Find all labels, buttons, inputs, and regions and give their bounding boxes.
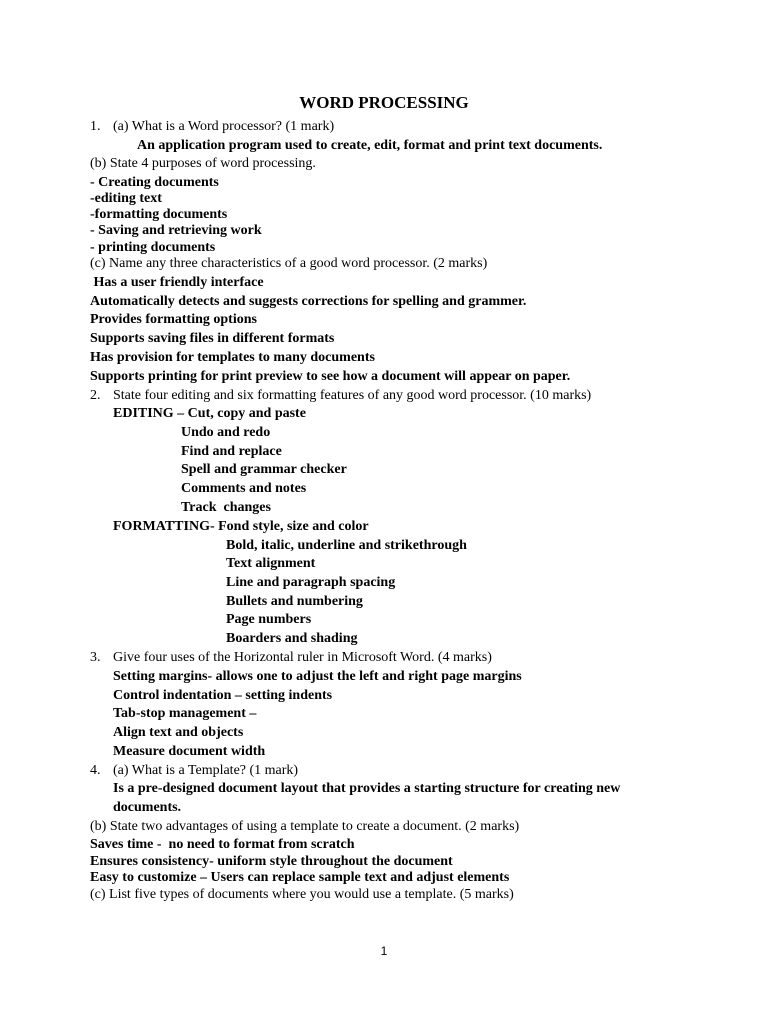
answer-1c-item: Supports printing for print preview to see how a document will appear on paper. bbox=[90, 369, 571, 384]
question-1-number: 1. bbox=[90, 119, 101, 134]
answer-3-item: Align text and objects bbox=[113, 725, 244, 740]
question-3-number: 3. bbox=[90, 650, 101, 665]
editing-item: Find and replace bbox=[181, 444, 282, 459]
editing-item: Comments and notes bbox=[181, 481, 307, 496]
answer-3-item: Setting margins- allows one to adjust the left and right page margins bbox=[113, 669, 522, 684]
page-number: 1 bbox=[380, 944, 388, 958]
formatting-heading: FORMATTING- Fond style, size and color bbox=[113, 519, 369, 534]
formatting-item: Bullets and numbering bbox=[226, 594, 363, 609]
question-4c-text: (c) List five types of documents where you would use a template. (5 marks) bbox=[90, 887, 514, 902]
formatting-item: Text alignment bbox=[226, 556, 316, 571]
answer-3-item: Tab-stop management – bbox=[113, 706, 257, 721]
question-4-number: 4. bbox=[90, 763, 101, 778]
question-2-number: 2. bbox=[90, 388, 101, 403]
question-4a-text: (a) What is a Template? (1 mark) bbox=[113, 763, 299, 778]
answer-4b-item: Easy to customize – Users can replace sample text and adjust elements bbox=[90, 870, 510, 885]
editing-heading: EDITING – Cut, copy and paste bbox=[113, 406, 306, 421]
answer-3-item: Control indentation – setting indents bbox=[113, 688, 333, 703]
answer-1c-item: Supports saving files in different formats bbox=[90, 331, 335, 346]
answer-1c-item: Has provision for templates to many documents bbox=[90, 350, 375, 365]
answer-1b-item: - Creating documents bbox=[90, 175, 219, 190]
editing-item: Track changes bbox=[181, 500, 271, 515]
formatting-item: Page numbers bbox=[226, 612, 312, 627]
question-1a-text: (a) What is a Word processor? (1 mark) bbox=[113, 119, 335, 134]
question-1c-text: (c) Name any three characteristics of a good word processor. (2 marks) bbox=[90, 256, 488, 271]
answer-4b-item: Saves time - no need to format from scratch bbox=[90, 837, 355, 852]
answer-4b-item: Ensures consistency- uniform style throughout the document bbox=[90, 854, 453, 869]
answer-4a-line: documents. bbox=[113, 800, 182, 815]
answer-1c-item: Has a user friendly interface bbox=[90, 275, 264, 290]
editing-item: Undo and redo bbox=[181, 425, 271, 440]
answer-1b-item: - printing documents bbox=[90, 240, 216, 255]
page-title: WORD PROCESSING bbox=[299, 93, 469, 112]
answer-3-item: Measure document width bbox=[113, 744, 266, 759]
answer-1b-item: - Saving and retrieving work bbox=[90, 223, 262, 238]
formatting-item: Boarders and shading bbox=[226, 631, 358, 646]
question-1b-text: (b) State 4 purposes of word processing. bbox=[90, 156, 316, 171]
answer-1b-item: -formatting documents bbox=[90, 207, 228, 222]
answer-1c-item: Automatically detects and suggests corrections for spelling and grammer. bbox=[90, 294, 527, 309]
question-1a-answer: An application program used to create, edit, format and print text documents. bbox=[137, 138, 603, 153]
answer-4a-line: Is a pre-designed document layout that provides a starting structure for creating new bbox=[113, 781, 621, 796]
question-2-text: State four editing and six formatting features of any good word processor. (10 marks) bbox=[113, 388, 592, 403]
question-4b-text: (b) State two advantages of using a template to create a document. (2 marks) bbox=[90, 819, 520, 834]
formatting-item: Line and paragraph spacing bbox=[226, 575, 396, 590]
question-3-text: Give four uses of the Horizontal ruler in Microsoft Word. (4 marks) bbox=[113, 650, 492, 665]
formatting-item: Bold, italic, underline and strikethrough bbox=[226, 538, 467, 553]
answer-1c-item: Provides formatting options bbox=[90, 312, 257, 327]
answer-1b-item: -editing text bbox=[90, 191, 162, 206]
editing-item: Spell and grammar checker bbox=[181, 462, 347, 477]
